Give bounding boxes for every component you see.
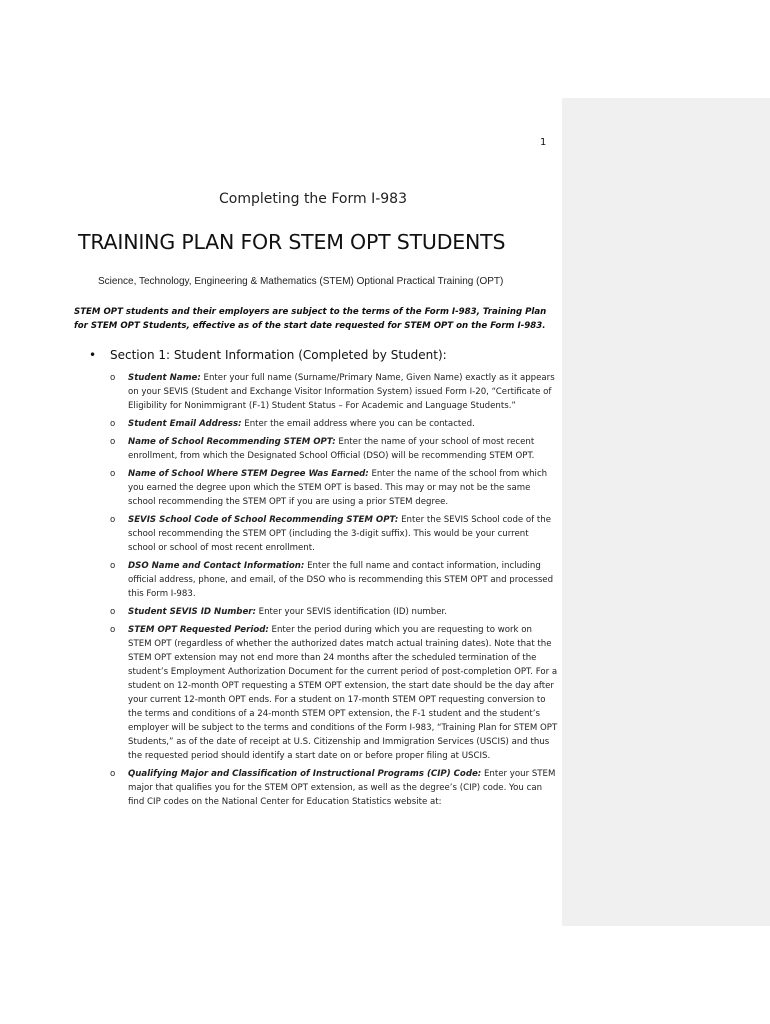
item-label: Student Email Address: [128,419,242,429]
item-text: Enter the period during which you are requesting to work on STEM OPT (regardless of whether the authorized dates match actual training dates). Note that the STEM OPT extension may not end more than 24 months after the scheduled termination of the student’s Employment Authorization Document for the current period of post-completion OPT. For a student on 12-month OPT requesting a STEM OPT extension, the start date should be the day after your current 12-month OPT ends. For a student on 17-month STEM OPT requesting conversion to the terms and conditions of a 24-month STEM OPT extension, the F-1 student and the student’s employer will be subject to the terms and conditions of the Form I-983, “Training Plan for STEM OPT Students,” as of the date of receipt at U.S. Citizenship and Immigration Services (USCIS) and thus the requested period should identify a start date on or before proper filing at USCIS. [128,625,558,761]
item-text: Enter the name of your school of most recent enrollment, from which the Designated School Official (DSO) will be recommending STEM OPT. [128,437,535,461]
list-item [88,435,558,463]
list-item [88,371,558,413]
document-subtitle: Completing the Form I-983 [218,191,407,207]
item-text: Enter your STEM major that qualifies you for the STEM OPT extension, as well as the degree’s (CIP) code. You can find CIP codes on the National Center for Education Statistics website at: [128,769,556,807]
item-text: Enter your SEVIS identification (ID) number. [255,607,448,617]
instruction-list [88,371,558,809]
sub-bullet-icon: o [110,769,116,779]
document-title: TRAINING PLAN FOR STEM OPT STUDENTS [78,230,506,254]
sub-bullet-icon: o [110,515,116,525]
section-heading-text: Section 1: Student Information (Completed by Student): [110,348,447,362]
list-item [88,623,558,763]
item-text: Enter the name of the school from which you earned the degree upon which the STEM OPT is based. This may or may not be the same school recommending the STEM OPT if you are using a prior STEM degree. [128,469,548,507]
list-item [88,605,558,619]
comment-pane [562,98,770,926]
sub-bullet-icon: o [110,469,116,479]
item-text: Enter the full name and contact information, including official address, phone, and email, of the DSO who is recommending this STEM OPT and processed this Form I-983. [128,561,554,599]
item-label: Student SEVIS ID Number: [128,607,256,617]
item-text: Enter your full name (Surname/Primary Name, Given Name) exactly as it appears on your SEVIS (Student and Exchange Visitor Information System) issued Form I-20, “Certificate of Eligibility for Nonimmigrant (F-1) Student Status – For Academic and Language Students.” [128,373,555,411]
section-1 [88,348,558,813]
list-item [88,467,558,509]
list-item [88,559,558,601]
terms-notice: STEM OPT students and their employers are subject to the terms of the Form I-983, Training Plan for STEM OPT Students, effective as of the start date requested for STEM OPT on the Form I-983. [74,307,547,331]
item-label: Name of School Where STEM Degree Was Earned: [128,469,369,479]
item-label: STEM OPT Requested Period: [128,625,269,635]
page-number: 1 [540,137,547,148]
item-label: Qualifying Major and Classification of Instructional Programs (CIP) Code: [128,769,482,779]
item-label: SEVIS School Code of School Recommending STEM OPT: [128,515,399,525]
acronym-expansion: Science, Technology, Engineering & Mathematics (STEM) Optional Practical Training (OPT) [98,276,504,287]
list-item [88,767,558,809]
item-text: Enter the SEVIS School code of the school recommending the STEM OPT (including the 3-digit suffix). This would be your current school or school of most recent enrollment. [128,515,552,553]
item-label: Name of School Recommending STEM OPT: [128,437,336,447]
list-item [88,513,558,555]
item-text: Enter the email address where you can be contacted. [241,419,475,429]
list-item [88,417,558,431]
item-label: Student Name: [128,373,201,383]
section-heading [88,348,558,362]
sub-bullet-icon: o [110,437,116,447]
bullet-icon: • [89,348,97,362]
sub-bullet-icon: o [110,561,116,571]
sub-bullet-icon: o [110,607,116,617]
item-label: DSO Name and Contact Information: [128,561,305,571]
sub-bullet-icon: o [110,625,116,635]
sub-bullet-icon: o [110,419,116,429]
sub-bullet-icon: o [110,373,116,383]
